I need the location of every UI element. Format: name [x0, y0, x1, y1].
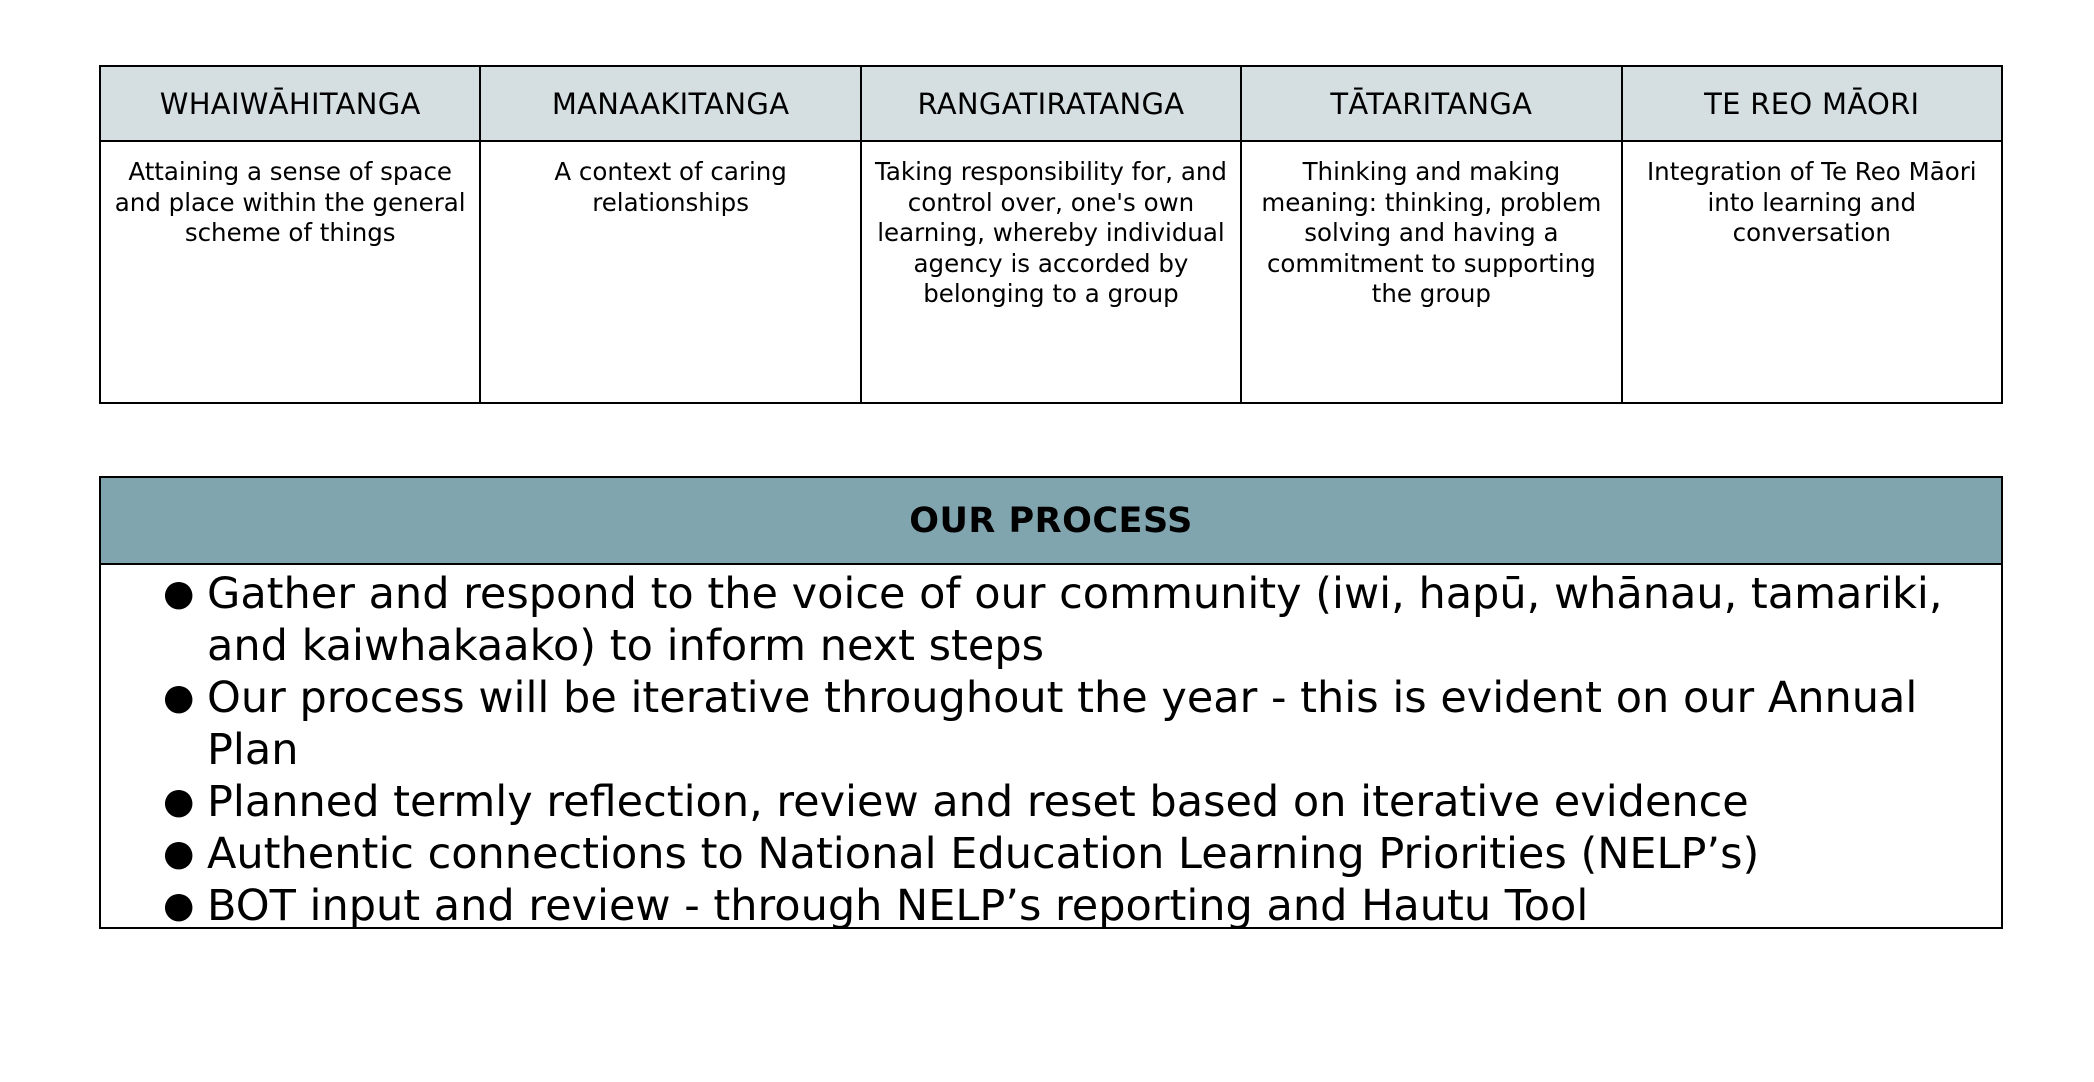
- value-description-tataritanga: Thinking and making meaning: thinking, problem solving and having a commitment to supporting the group: [1241, 141, 1621, 403]
- list-item: [163, 776, 1961, 828]
- value-heading-whaiwahitanga: WHAIWĀHITANGA: [100, 66, 480, 141]
- list-item: [163, 568, 1961, 672]
- value-heading-te-reo-maori: TE REO MĀORI: [1622, 66, 2002, 141]
- values-header-row: [100, 66, 2002, 141]
- value-description-te-reo-maori: Integration of Te Reo Māori into learning and conversation: [1622, 141, 2002, 403]
- list-item-text: Gather and respond to the voice of our community (iwi, hapū, whānau, tamariki, and kaiwhakaako) to inform next steps: [207, 569, 1943, 671]
- process-list: [101, 565, 2001, 932]
- list-item: [163, 880, 1961, 932]
- values-table: [99, 65, 2003, 404]
- value-description-whaiwahitanga: Attaining a sense of space and place within the general scheme of things: [100, 141, 480, 403]
- bullet-icon: ●: [163, 885, 195, 926]
- process-panel: [99, 476, 2003, 929]
- values-description-row: [100, 141, 2002, 403]
- list-item-text: Planned termly reflection, review and reset based on iterative evidence: [207, 777, 1749, 827]
- process-title: OUR PROCESS: [101, 478, 2001, 565]
- value-heading-manaakitanga: MANAAKITANGA: [480, 66, 860, 141]
- list-item-text: Authentic connections to National Education Learning Priorities (NELP’s): [207, 829, 1760, 879]
- value-description-rangatiratanga: Taking responsibility for, and control over, one's own learning, whereby individual agency is accorded by belonging to a group: [861, 141, 1241, 403]
- value-heading-rangatiratanga: RANGATIRATANGA: [861, 66, 1241, 141]
- value-description-manaakitanga: A context of caring relationships: [480, 141, 860, 403]
- bullet-icon: ●: [163, 573, 195, 614]
- value-heading-tataritanga: TĀTARITANGA: [1241, 66, 1621, 141]
- list-item: [163, 828, 1961, 880]
- list-item-text: BOT input and review - through NELP’s reporting and Hautu Tool: [207, 881, 1589, 931]
- bullet-icon: ●: [163, 677, 195, 718]
- list-item-text: Our process will be iterative throughout the year - this is evident on our Annual Plan: [207, 673, 1918, 775]
- list-item: [163, 672, 1961, 776]
- bullet-icon: ●: [163, 833, 195, 874]
- bullet-icon: ●: [163, 781, 195, 822]
